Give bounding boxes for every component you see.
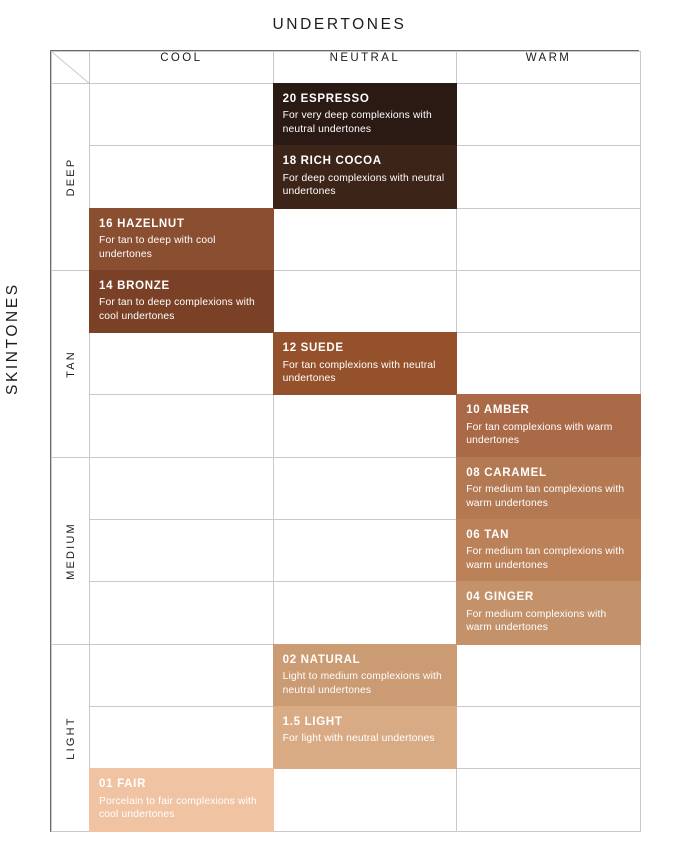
shade-description: For medium tan complexions with warm undertones — [466, 546, 625, 572]
shade-cell[interactable] — [90, 769, 274, 831]
empty-cell — [457, 706, 641, 768]
shade-description: For very deep complexions with neutral undertones — [282, 110, 432, 135]
matrix-corner-cell — [52, 52, 90, 84]
empty-cell — [457, 270, 641, 332]
matrix-row — [52, 457, 641, 519]
empty-cell — [457, 146, 641, 208]
shade-swatch — [456, 519, 641, 582]
column-header-cool: COOL — [90, 52, 274, 84]
empty-cell — [90, 146, 274, 208]
shade-cell[interactable] — [457, 395, 641, 457]
row-group-label-text: LIGHT — [64, 715, 77, 760]
empty-cell — [90, 84, 274, 146]
shade-matrix-table — [51, 51, 641, 832]
shade-name: 14 BRONZE — [99, 279, 170, 292]
empty-cell — [90, 644, 274, 706]
shade-cell[interactable] — [457, 582, 641, 644]
shade-description: For tan to deep with cool undertones — [99, 234, 216, 260]
empty-cell — [457, 84, 641, 146]
empty-cell — [90, 520, 274, 582]
empty-cell — [273, 270, 457, 332]
shade-swatch — [273, 145, 458, 208]
empty-cell — [90, 706, 274, 768]
matrix-row — [52, 270, 641, 332]
shade-name: 10 AMBER — [466, 404, 530, 417]
shade-swatch — [273, 332, 458, 395]
empty-cell — [273, 395, 457, 457]
shade-description: For medium tan complexions with warm undertones — [466, 484, 625, 509]
row-group-label-tan — [52, 270, 90, 457]
shade-cell[interactable] — [273, 146, 457, 208]
shade-name: 01 FAIR — [99, 778, 147, 791]
shade-cell[interactable] — [90, 208, 274, 270]
matrix-row — [52, 333, 641, 395]
shade-description: For light with neutral undertones — [282, 733, 435, 745]
shade-cell[interactable] — [273, 333, 457, 395]
shade-name: 06 TAN — [466, 529, 510, 542]
shade-cell[interactable] — [273, 706, 457, 768]
row-group-label-text: TAN — [64, 349, 77, 378]
row-group-label-medium — [52, 457, 90, 644]
empty-cell — [457, 333, 641, 395]
page-title-skintones: SKINTONES — [4, 282, 21, 395]
matrix-row — [52, 208, 641, 270]
shade-swatch — [89, 208, 274, 271]
row-group-label-deep — [52, 84, 90, 271]
empty-cell — [273, 457, 457, 519]
empty-cell — [457, 769, 641, 831]
matrix-row — [52, 644, 641, 706]
matrix-row — [52, 706, 641, 768]
shade-description: For tan complexions with neutral undertones — [282, 359, 436, 385]
matrix-row — [52, 84, 641, 146]
shade-swatch — [456, 394, 641, 457]
shade-cell[interactable] — [273, 644, 457, 706]
row-group-label-text: DEEP — [64, 157, 77, 197]
diagonal-divider-icon — [52, 52, 89, 83]
empty-cell — [273, 520, 457, 582]
shade-swatch — [456, 581, 641, 644]
row-group-label-text: MEDIUM — [64, 521, 77, 580]
shade-name: 18 RICH COCOA — [282, 155, 382, 168]
shade-name: 08 CARAMEL — [466, 466, 547, 479]
shade-description: For deep complexions with neutral undertones — [282, 172, 445, 198]
matrix-row — [52, 520, 641, 582]
shade-cell[interactable] — [90, 270, 274, 332]
shade-description: Porcelain to fair complexions with cool undertones — [99, 795, 257, 821]
shade-description: Light to medium complexions with neutral undertones — [282, 671, 442, 696]
shade-cell[interactable] — [457, 457, 641, 519]
shade-description: For tan to deep complexions with cool undertones — [99, 297, 255, 322]
empty-cell — [90, 333, 274, 395]
shade-swatch — [273, 706, 458, 769]
shade-name: 1.5 LIGHT — [282, 715, 343, 728]
shade-name: 16 HAZELNUT — [99, 217, 185, 230]
shade-cell[interactable] — [457, 520, 641, 582]
matrix-row — [52, 395, 641, 457]
empty-cell — [273, 769, 457, 831]
shade-name: 20 ESPRESSO — [282, 93, 370, 105]
shade-swatch — [273, 83, 458, 146]
empty-cell — [273, 208, 457, 270]
matrix-row — [52, 146, 641, 208]
shade-name: 02 NATURAL — [282, 653, 361, 666]
empty-cell — [90, 582, 274, 644]
empty-cell — [273, 582, 457, 644]
matrix-row — [52, 769, 641, 831]
matrix-row — [52, 582, 641, 644]
shade-swatch — [273, 644, 458, 707]
empty-cell — [90, 457, 274, 519]
shade-cell[interactable] — [273, 84, 457, 146]
shade-swatch — [456, 457, 641, 520]
shade-description: For medium complexions with warm undertones — [466, 608, 607, 634]
shade-description: For tan complexions with warm undertones — [466, 421, 613, 447]
shade-swatch — [89, 768, 274, 831]
matrix-header-row — [52, 52, 641, 84]
shade-matrix-grid — [50, 50, 639, 832]
shade-name: 04 GINGER — [466, 591, 534, 604]
empty-cell — [90, 395, 274, 457]
row-group-label-light — [52, 644, 90, 831]
empty-cell — [457, 208, 641, 270]
column-header-warm: WARM — [457, 52, 641, 84]
shade-swatch — [89, 270, 274, 333]
column-header-neutral: NEUTRAL — [273, 52, 457, 84]
empty-cell — [457, 644, 641, 706]
shade-name: 12 SUEDE — [282, 342, 344, 355]
page-title-undertones: UNDERTONES — [272, 16, 407, 33]
